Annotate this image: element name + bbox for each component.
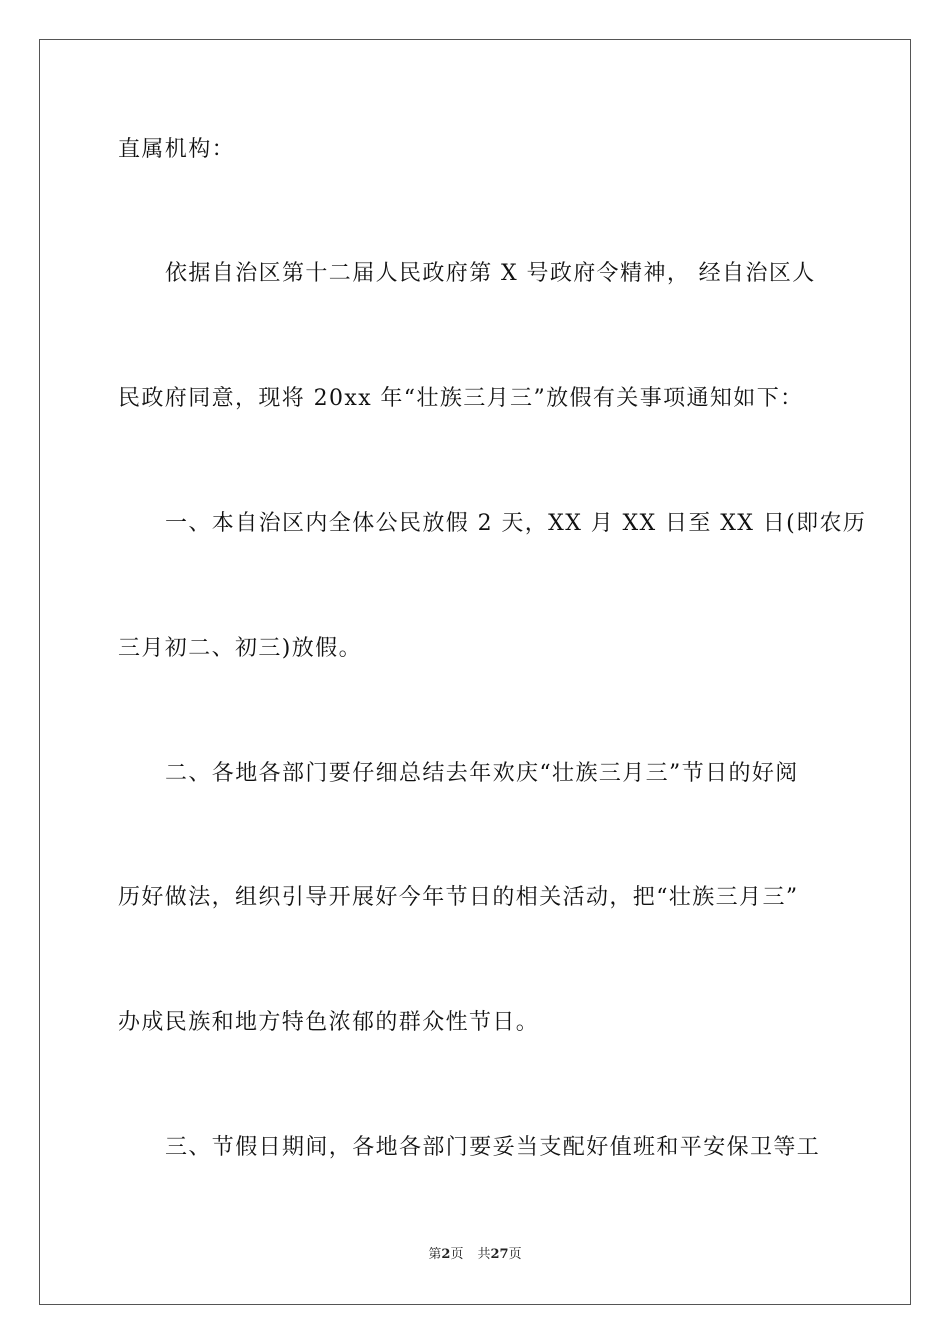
text-line-paragraph-3c: 办成民族和地方特色浓郁的群众性节日。 [118,1010,540,1035]
page-border [39,39,911,1305]
text-line-paragraph-1a: 依据自治区第十二届人民政府第 X 号政府令精神， 经自治区人 [165,261,816,286]
footer-total-prefix: 共 [477,1247,491,1262]
text-line-paragraph-3a: 二、各地各部门要仔细总结去年欢庆“壮族三月三”节日的好阅 [165,761,799,786]
text-line-heading: 直属机构： [118,137,236,162]
text-line-paragraph-3b: 历好做法，组织引导开展好今年节日的相关活动，把“壮族三月三” [118,885,799,910]
footer-total-suffix: 页 [508,1247,522,1262]
text-line-paragraph-2a: 一、本自治区内全体公民放假 2 天，XX 月 XX 日至 XX 日(即农历 [165,511,867,536]
footer-page-prefix: 第 [428,1247,442,1262]
page-footer [0,1246,950,1264]
footer-total-pages: 27 [490,1247,509,1262]
text-line-paragraph-4a: 三、节假日期间，各地各部门要妥当支配好值班和平安保卫等工 [165,1135,821,1160]
footer-page-suffix: 页 [450,1247,464,1262]
text-line-paragraph-1b: 民政府同意，现将 20xx 年“壮族三月三”放假有关事项通知如下： [118,386,804,411]
text-line-paragraph-2b: 三月初二、初三)放假。 [118,636,362,661]
footer-page-number: 2 [441,1247,451,1262]
